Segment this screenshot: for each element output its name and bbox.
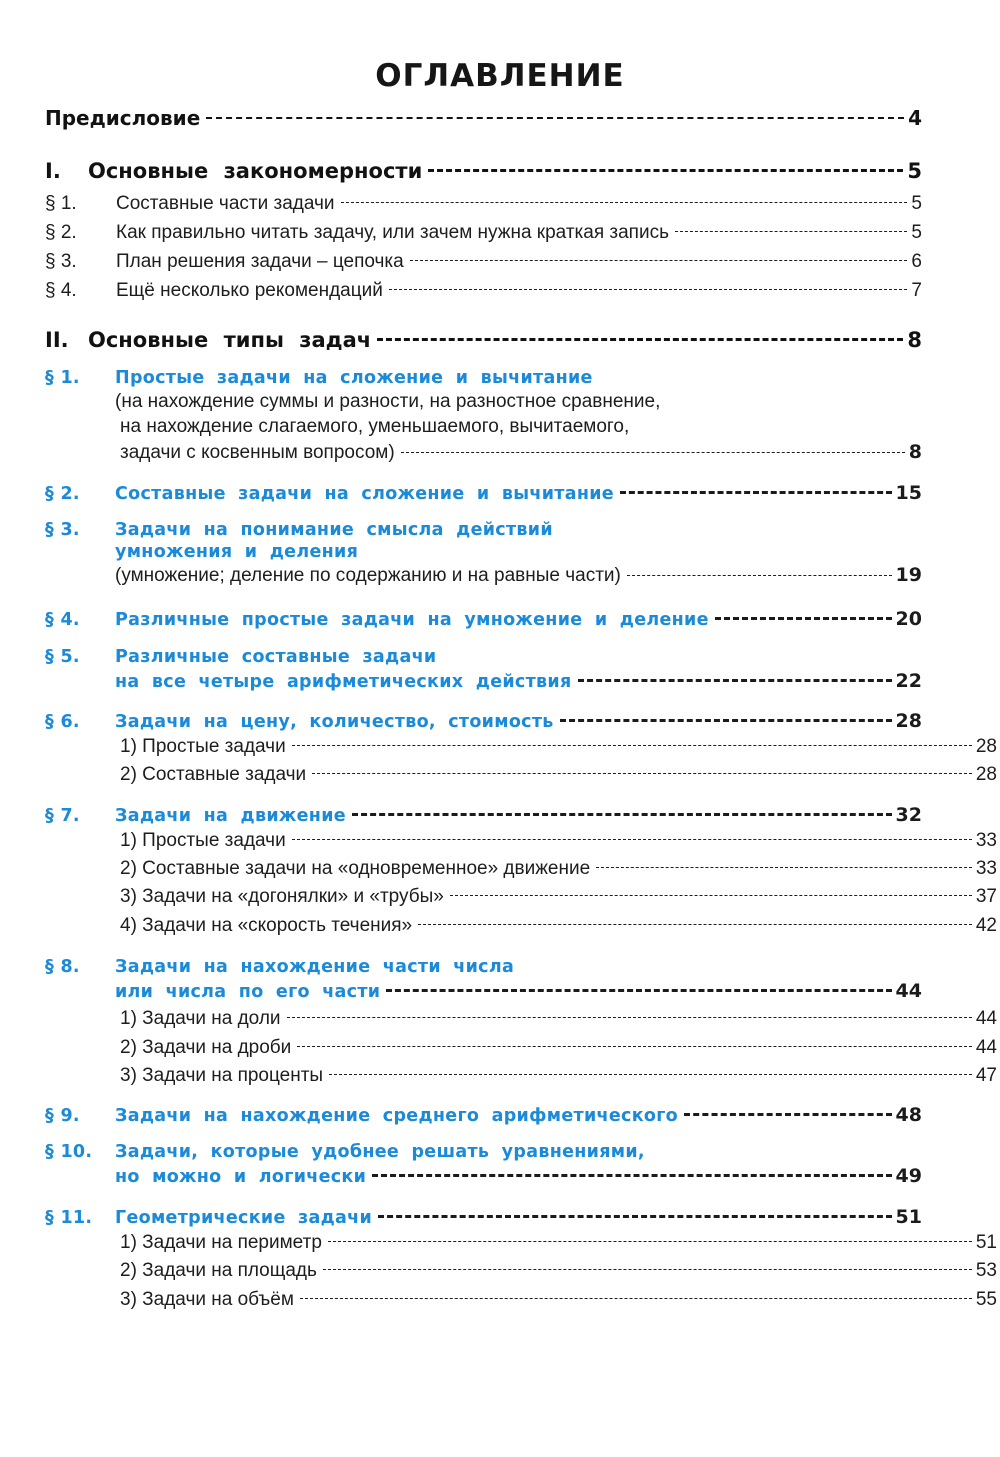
dot-leader xyxy=(428,169,903,172)
entry-text: Составные части задачи xyxy=(116,193,335,214)
section-number: § 6. xyxy=(45,712,80,732)
section-number: § 7. xyxy=(45,806,80,826)
dot-leader xyxy=(578,679,892,682)
page-number: 42 xyxy=(975,915,997,936)
entry-text: 1) Задачи на доли xyxy=(120,1008,281,1029)
dot-leader xyxy=(620,491,892,494)
entry-text: 2) Задачи на дроби xyxy=(120,1037,292,1058)
page-number: 51 xyxy=(895,1206,922,1228)
toc-sub-7-1[interactable] xyxy=(45,830,997,852)
section-number: § 10. xyxy=(45,1142,93,1162)
page-number: 33 xyxy=(975,858,997,879)
dot-leader xyxy=(627,575,892,576)
section-title: Составные задачи на сложение и вычитание xyxy=(115,484,614,504)
entry-text: План решения задачи – цепочка xyxy=(116,251,404,272)
dot-leader xyxy=(292,839,972,840)
dot-leader xyxy=(401,452,905,453)
page-number: 48 xyxy=(895,1104,922,1126)
dot-leader xyxy=(378,1215,892,1218)
toc-sub-8-2[interactable] xyxy=(45,1037,997,1059)
page-number: 5 xyxy=(911,222,922,243)
dot-leader xyxy=(300,1298,972,1299)
page-number: 32 xyxy=(895,804,922,826)
section-number: § 2. xyxy=(45,484,80,504)
page-number: 6 xyxy=(911,251,922,272)
dot-leader xyxy=(596,867,972,868)
page-number: 20 xyxy=(895,608,922,630)
dot-leader xyxy=(410,260,908,261)
dot-leader xyxy=(450,895,972,896)
entry-text: 2) Задачи на площадь xyxy=(120,1260,317,1281)
section-title: или числа по его части xyxy=(115,982,381,1002)
section-number: § 11. xyxy=(45,1208,93,1228)
section-number: § 8. xyxy=(45,957,80,977)
section-title: умножения и деления xyxy=(115,542,359,562)
toc-section-2-4[interactable] xyxy=(45,608,922,630)
dot-leader xyxy=(328,1241,972,1242)
toc-entry-1-1[interactable] xyxy=(45,193,922,215)
page-number: 53 xyxy=(975,1260,997,1281)
section-number: § 5. xyxy=(45,647,80,667)
dot-leader xyxy=(715,617,892,620)
toc-entry-1-2[interactable] xyxy=(45,222,922,244)
section-title: но можно и логически xyxy=(115,1167,367,1187)
section-note: на нахождение слагаемого, уменьшаемого, вычитаемого, xyxy=(120,416,630,437)
toc-section-2-10[interactable] xyxy=(45,1142,922,1187)
section-number: § 3. xyxy=(45,251,77,272)
page-number: 51 xyxy=(975,1232,997,1253)
section-number: § 1. xyxy=(45,368,80,388)
page-number: 8 xyxy=(908,441,922,463)
toc-sub-7-3[interactable] xyxy=(45,886,997,908)
page-number: 5 xyxy=(911,193,922,214)
toc-entry-1-3[interactable] xyxy=(45,251,922,273)
toc-sub-11-3[interactable] xyxy=(45,1289,997,1311)
dot-leader xyxy=(329,1074,972,1075)
dot-leader xyxy=(297,1046,972,1047)
part-number: II. xyxy=(45,328,69,352)
toc-sub-8-3[interactable] xyxy=(45,1065,997,1087)
page-number: 44 xyxy=(975,1037,997,1058)
toc-sub-11-1[interactable] xyxy=(45,1232,997,1254)
section-note: (на нахождение суммы и разности, на разностное сравнение, xyxy=(115,391,661,412)
toc-part-1[interactable] xyxy=(45,159,922,183)
toc-section-2-9[interactable] xyxy=(45,1104,922,1126)
section-number: § 4. xyxy=(45,610,80,630)
entry-text: 3) Задачи на «догонялки» и «трубы» xyxy=(120,886,444,907)
section-title: Задачи на нахождение части числа xyxy=(115,957,515,977)
dot-leader xyxy=(560,719,892,722)
section-title: на все четыре арифметических действия xyxy=(115,672,572,692)
toc-entry-preface[interactable] xyxy=(45,106,922,130)
entry-text: Ещё несколько рекомендаций xyxy=(116,280,383,301)
toc-part-2[interactable] xyxy=(45,328,922,352)
dot-leader xyxy=(377,338,903,341)
part-title: Основные типы задач xyxy=(88,328,372,352)
toc-section-2-7[interactable] xyxy=(45,804,922,826)
page-number: 28 xyxy=(895,710,922,732)
page-number: 4 xyxy=(908,106,922,130)
entry-text: 2) Составные задачи на «одновременное» движение xyxy=(120,858,591,879)
entry-text: 3) Задачи на объём xyxy=(120,1289,294,1310)
entry-text: 2) Составные задачи xyxy=(120,764,307,785)
dot-leader xyxy=(206,117,904,119)
toc-section-2-8[interactable] xyxy=(45,957,922,1002)
page-number: 5 xyxy=(907,159,922,183)
dot-leader xyxy=(684,1113,892,1116)
dot-leader xyxy=(372,1174,891,1177)
entry-text: 3) Задачи на проценты xyxy=(120,1065,324,1086)
section-title: Задачи на понимание смысла действий xyxy=(115,520,553,540)
toc-section-2-1[interactable] xyxy=(45,368,922,464)
toc-sub-8-1[interactable] xyxy=(45,1008,997,1030)
page-number: 44 xyxy=(975,1008,997,1029)
page-number: 7 xyxy=(911,280,922,301)
page-number: 37 xyxy=(975,886,997,907)
page-number: 15 xyxy=(895,482,922,504)
section-number: § 1. xyxy=(45,193,77,214)
section-title: Различные составные задачи xyxy=(115,647,437,667)
part-title: Основные закономерности xyxy=(88,159,423,183)
page-number: 44 xyxy=(895,980,922,1002)
toc-section-2-11[interactable] xyxy=(45,1206,922,1228)
page-number: 28 xyxy=(975,764,997,785)
dot-leader xyxy=(341,202,908,203)
part-number: I. xyxy=(45,159,61,183)
section-title: Задачи на движение xyxy=(115,806,346,826)
section-number: § 9. xyxy=(45,1106,80,1126)
toc-section-2-6[interactable] xyxy=(45,710,922,732)
section-number: § 4. xyxy=(45,280,77,301)
entry-text: 1) Задачи на периметр xyxy=(120,1232,322,1253)
page-number: 19 xyxy=(895,564,922,586)
section-title: Различные простые задачи на умножение и деление xyxy=(115,610,709,630)
dot-leader xyxy=(312,773,972,774)
page-number: 55 xyxy=(975,1289,997,1310)
page-number: 22 xyxy=(895,670,922,692)
dot-leader xyxy=(287,1017,972,1018)
section-number: § 2. xyxy=(45,222,77,243)
dot-leader xyxy=(418,924,972,925)
page-number: 8 xyxy=(907,328,922,352)
dot-leader xyxy=(323,1269,972,1270)
section-title: Задачи на нахождение среднего арифметического xyxy=(115,1106,678,1126)
toc-section-2-5[interactable] xyxy=(45,647,922,692)
entry-text: 1) Простые задачи xyxy=(120,830,286,851)
dot-leader xyxy=(292,745,972,746)
page-number: 47 xyxy=(975,1065,997,1086)
section-note: задачи с косвенным вопросом) xyxy=(120,442,395,463)
page-number: 49 xyxy=(895,1165,922,1187)
entry-text: 4) Задачи на «скорость течения» xyxy=(120,915,413,936)
dot-leader xyxy=(675,231,907,232)
dot-leader xyxy=(386,989,891,992)
entry-text: Предисловие xyxy=(45,106,201,130)
entry-text: 1) Простые задачи xyxy=(120,736,286,757)
toc-sub-6-2[interactable] xyxy=(45,764,997,786)
section-title: Простые задачи на сложение и вычитание xyxy=(115,368,593,388)
toc-sub-6-1[interactable] xyxy=(45,736,997,758)
entry-text: Как правильно читать задачу, или зачем нужна краткая запись xyxy=(116,222,669,243)
toc-sub-7-4[interactable] xyxy=(45,915,997,937)
section-title: Задачи на цену, количество, стоимость xyxy=(115,712,554,732)
section-note: (умножение; деление по содержанию и на равные части) xyxy=(115,565,621,586)
section-number: § 3. xyxy=(45,520,80,540)
page-number: 33 xyxy=(975,830,997,851)
section-title: Геометрические задачи xyxy=(115,1208,373,1228)
page-title: ОГЛАВЛЕНИЕ xyxy=(375,58,625,94)
toc-sub-7-2[interactable] xyxy=(45,858,997,880)
page-number: 28 xyxy=(975,736,997,757)
section-title: Задачи, которые удобнее решать уравнениями, xyxy=(115,1142,645,1162)
toc-entry-1-4[interactable] xyxy=(45,280,922,302)
dot-leader xyxy=(352,813,892,816)
toc-section-2-3[interactable] xyxy=(45,520,922,587)
dot-leader xyxy=(389,289,908,290)
toc-sub-11-2[interactable] xyxy=(45,1260,997,1282)
toc-section-2-2[interactable] xyxy=(45,482,922,504)
